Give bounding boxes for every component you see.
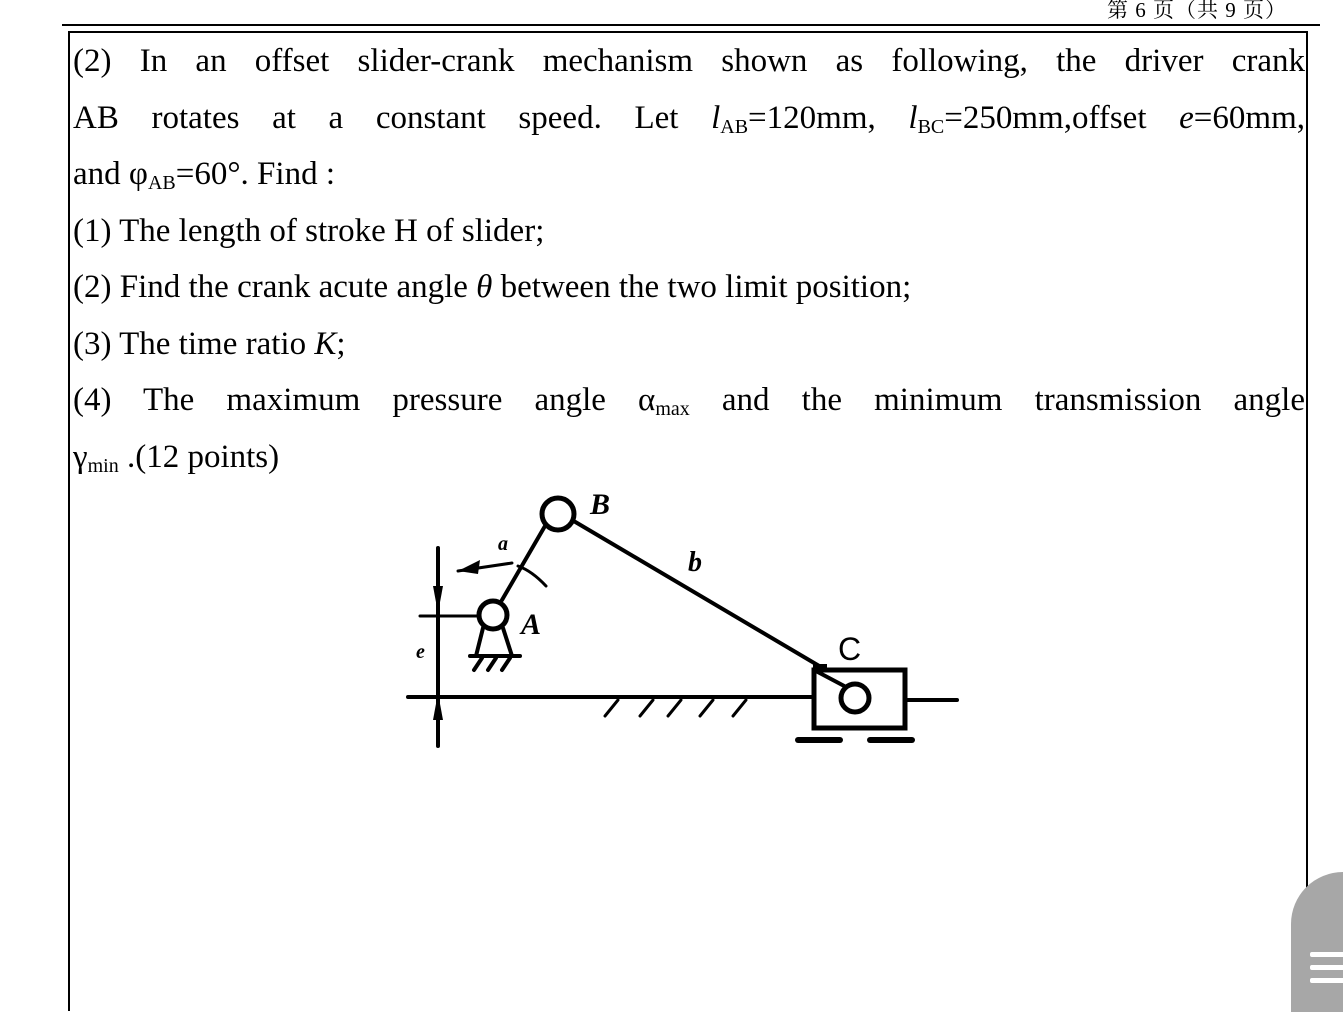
item-4: (4) The maximum pressure angle $\alpha_{max}$ and the minimum transmission angle <box>73 382 1306 420</box>
item-2: (2) Find the crank acute angle θ between the two limit position; <box>73 269 912 305</box>
header-rule <box>62 24 1320 26</box>
ground-hatch <box>605 700 746 716</box>
label-link-a: a <box>498 533 508 555</box>
menu-icon <box>1310 952 1343 991</box>
item-3: (3) The time ratio K; <box>73 325 346 362</box>
label-b: B <box>590 488 611 521</box>
question-line-2: AB rotates at a constant speed. Let $l_{AB}=120mm$, $l_{BC}=250mm,offset$ e=60mm, <box>73 99 1305 138</box>
offset-arrow-top <box>433 586 443 613</box>
mechanism-figure <box>400 488 970 758</box>
rotation-arc <box>518 566 546 586</box>
joint-c <box>841 684 869 712</box>
item-1: (1) The length of stroke H of slider; <box>73 212 545 249</box>
joint-b <box>542 498 574 530</box>
item-4-continued: $\gamma_{min}$ .(12 points) <box>73 438 280 477</box>
question-line-1: (2) In an offset slider-crank mechanism shown as following, the driver crank <box>73 43 1305 79</box>
label-c: C <box>838 631 862 667</box>
pivot-a-support <box>470 628 520 670</box>
label-link-b: b <box>688 547 702 578</box>
page-number: 第 6 页（共 9 页） <box>1107 0 1287 22</box>
question-text <box>73 33 1305 485</box>
label-offset: e <box>416 641 425 663</box>
coupler-bc <box>572 520 848 683</box>
question-line-3: and $\varphi_{AB}=60^\circ$. Find : <box>73 156 335 194</box>
slider-top-tab <box>813 664 827 672</box>
joint-a <box>479 601 507 629</box>
label-a: A <box>521 608 542 641</box>
